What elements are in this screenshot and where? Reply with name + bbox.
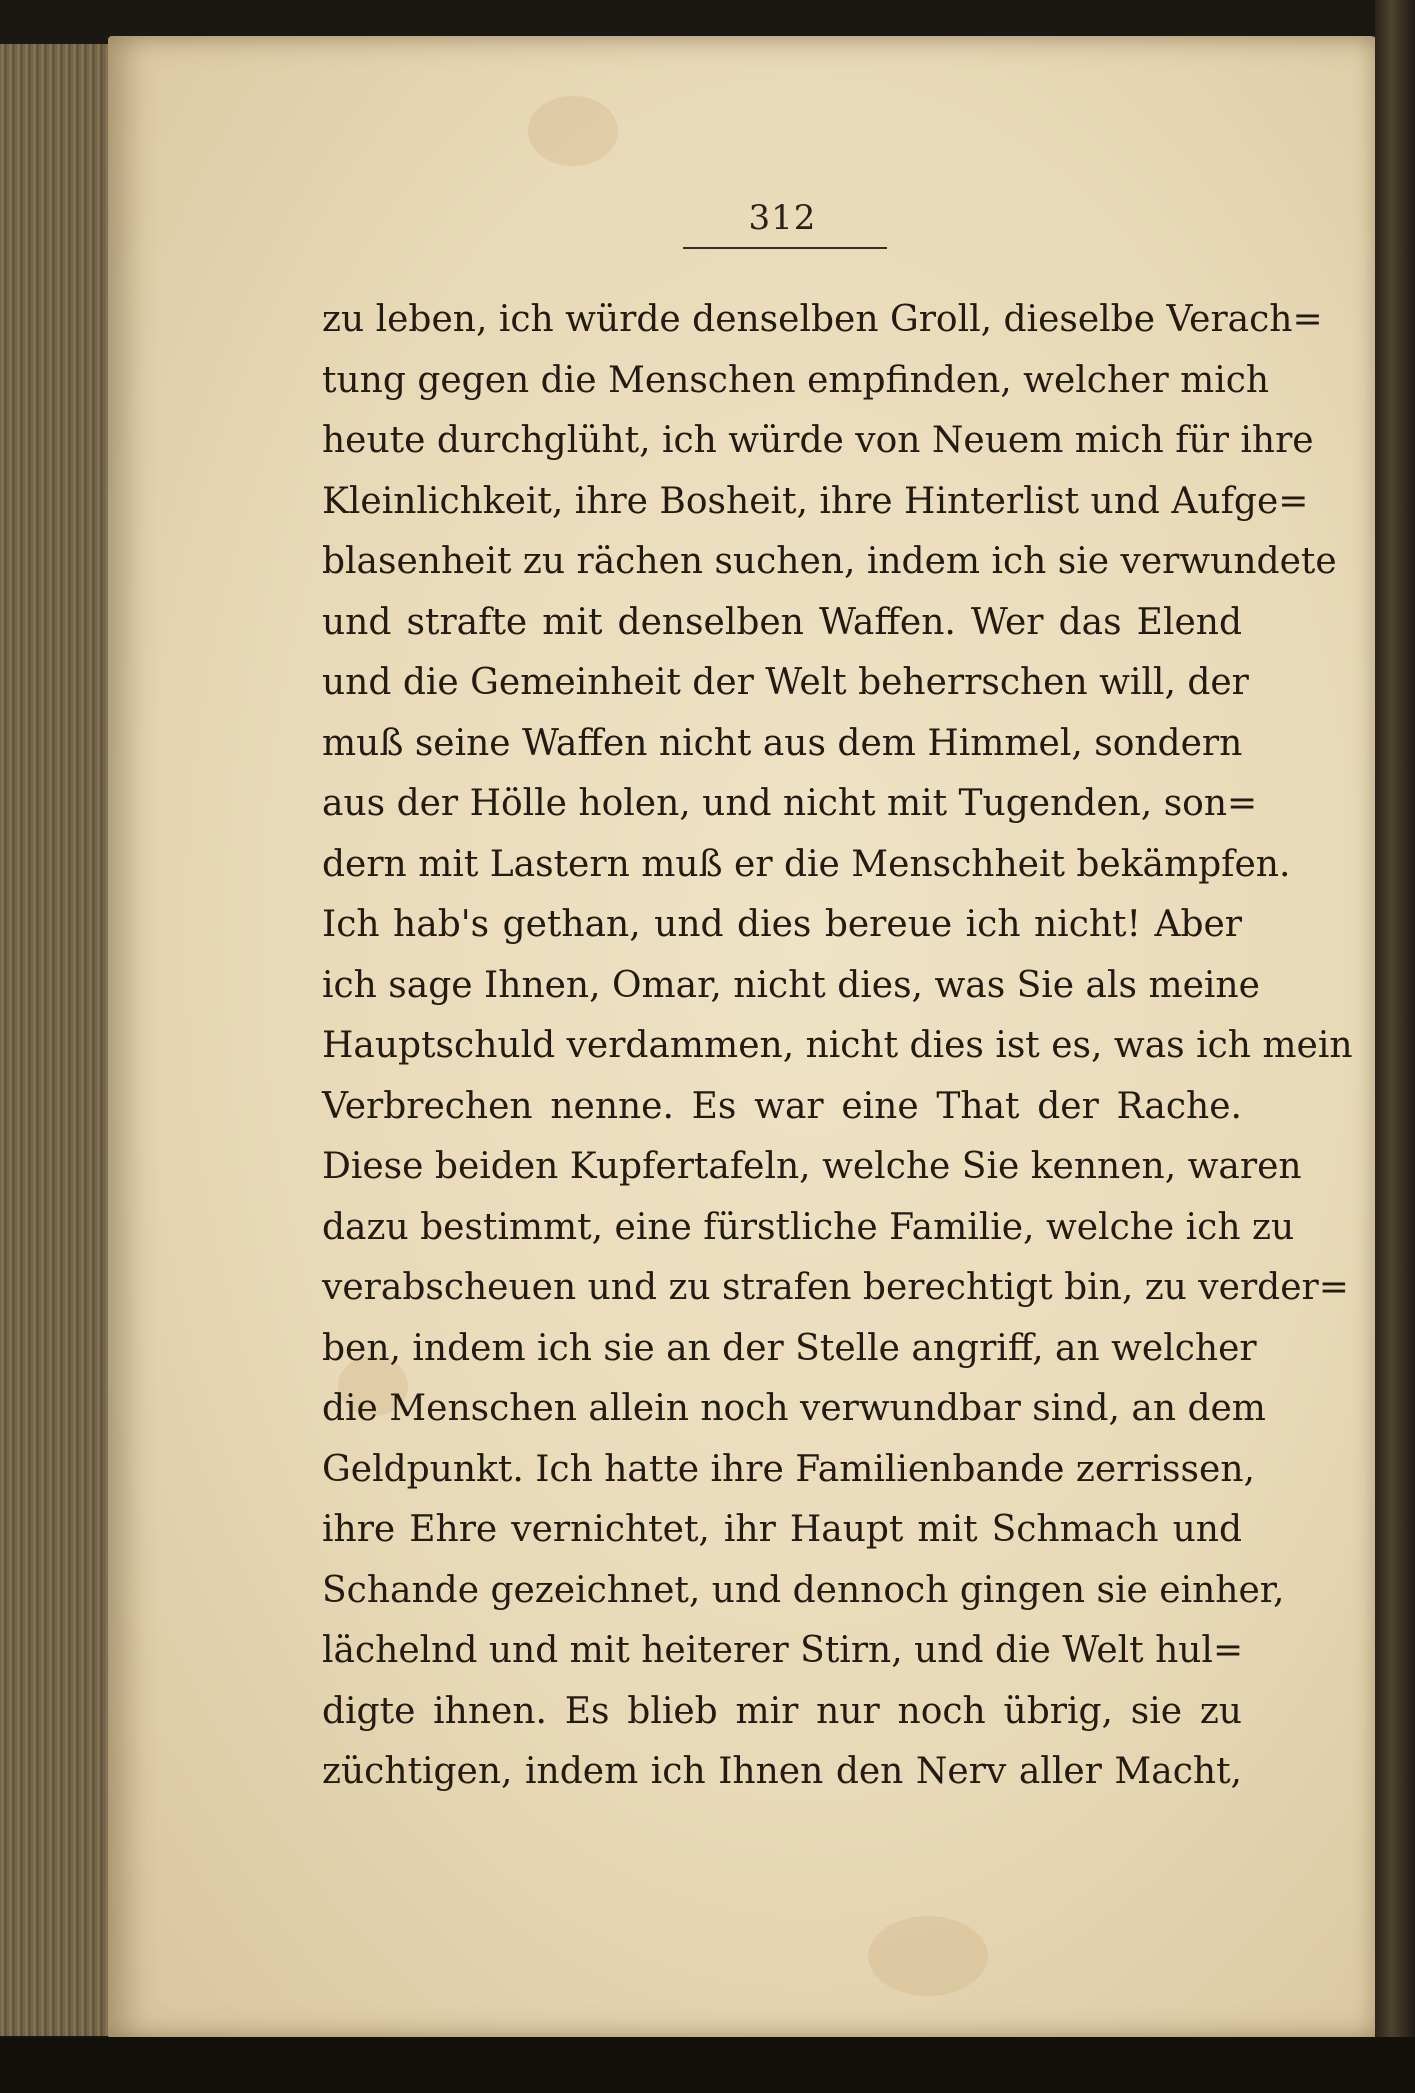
text-line: Hauptschuld verdammen, nicht dies ist es, was ich mein [322, 1025, 1353, 1066]
text-line: muß seine Waffen nicht aus dem Himmel, sondern [322, 722, 1243, 764]
text-line: und die Gemeinheit der Welt beherrschen will, der [322, 662, 1249, 703]
text-line: blasenheit zu rächen suchen, indem ich sie verwundete [322, 541, 1337, 582]
text-line: Diese beiden Kupfertafeln, welche Sie kennen, waren [322, 1146, 1302, 1187]
text-line: heute durchglüht, ich würde von Neuem mich für ihre [322, 420, 1314, 461]
text-line: verabscheuen und zu strafen berechtigt bin, zu verder= [322, 1267, 1349, 1308]
text-line: Geldpunkt. Ich hatte ihre Familienbande zerrissen, [322, 1448, 1255, 1490]
page-number: 312 [748, 198, 817, 238]
text-line: ihre Ehre vernichtet, ihr Haupt mit Schmach und [322, 1509, 1242, 1550]
right-binding-edge [1375, 0, 1415, 2093]
text-line: ben, indem ich sie an der Stelle angriff, an welcher [322, 1327, 1257, 1369]
text-line: aus der Hölle holen, und nicht mit Tugenden, son= [322, 783, 1258, 824]
text-line: und strafte mit denselben Waffen. Wer das Elend [322, 601, 1242, 643]
text-line: tung gegen die Menschen empfinden, welcher mich [322, 359, 1270, 401]
text-line: Schande gezeichnet, und dennoch gingen sie einher, [322, 1569, 1285, 1611]
bottom-shadow [0, 2037, 1415, 2093]
paper-stain [528, 96, 618, 166]
text-line: Verbrechen nenne. Es war eine That der Rache. [322, 1085, 1242, 1127]
paper-stain [868, 1916, 988, 1996]
text-line: züchtigen, indem ich Ihnen den Nerv aller Macht, [322, 1751, 1242, 1792]
text-line: dern mit Lastern muß er die Menschheit bekämpfen. [322, 843, 1291, 885]
header-rule [683, 247, 887, 249]
text-line: die Menschen allein noch verwundbar sind, an dem [322, 1388, 1266, 1429]
text-line: lächelnd und mit heiterer Stirn, und die Welt hul= [322, 1630, 1244, 1671]
body-text [322, 290, 1353, 1803]
text-line: digte ihnen. Es blieb mir nur noch übrig, sie zu [322, 1690, 1242, 1732]
text-line: Kleinlichkeit, ihre Bosheit, ihre Hinterlist und Aufge= [322, 480, 1309, 522]
book-page-edges [0, 44, 114, 2036]
text-line: ich sage Ihnen, Omar, nicht dies, was Sie als meine [322, 964, 1260, 1006]
text-line: Ich hab's gethan, und dies bereue ich nicht! Aber [322, 904, 1242, 945]
text-line: zu leben, ich würde denselben Groll, dieselbe Verach= [322, 299, 1323, 340]
text-line: dazu bestimmt, eine fürstliche Familie, welche ich zu [322, 1206, 1295, 1248]
